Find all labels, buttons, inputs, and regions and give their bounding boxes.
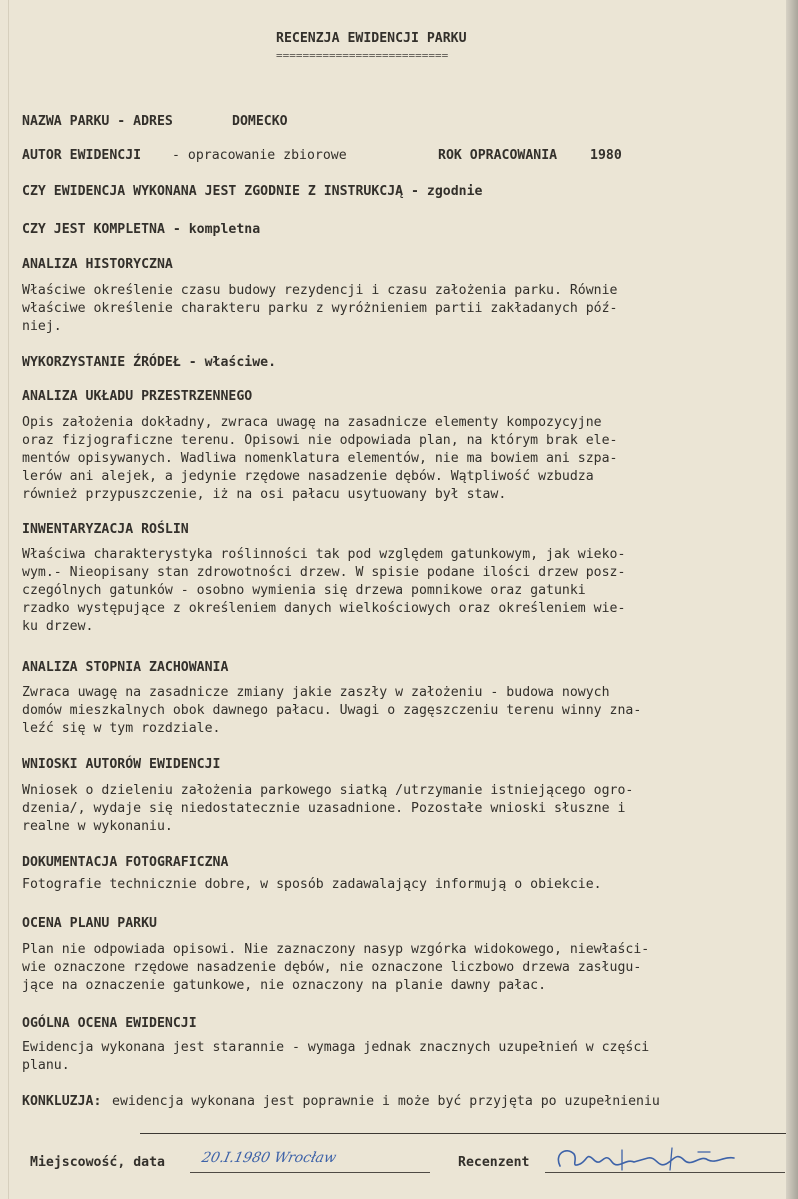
section-text-line: czególnych gatunków - osobno wymienia się drzewa pomnikowe oraz gatunki [22,583,586,598]
section-text-line: leźć się w tym rozdziale. [22,721,221,736]
section-text-line: rzadko występujące z określeniem danych wielkościowych oraz określeniem wie- [22,601,626,616]
conclusion-label: KONKLUZJA: [22,1094,102,1109]
conclusion-text: ewidencja wykonana jest poprawnie i może być przyjęta po uzupełnieniu [112,1094,660,1109]
section-text-line: ku drzew. [22,619,94,634]
section-text-line: Właściwa charakterystyka roślinności tak pod względem gatunkowym, jak wieko- [22,547,626,562]
year-label: ROK OPRACOWANIA [438,148,558,163]
section-text-line: planu. [22,1058,70,1073]
section-text-line: właściwe określenie charakteru parku z wyróżnieniem partii zakładanych póź- [22,301,618,316]
section-text-line: również przypuszczenie, iż na osi pałacu usytuowany był staw. [22,487,507,502]
section-heading: ANALIZA UKŁADU PRZESTRZENNEGO [22,389,253,404]
section-text-line: lerów ani alejek, a jedynie rzędowe nasadzenie dębów. Wątpliwość wzbudza [22,469,594,484]
place-date-line [190,1172,430,1173]
section-heading: OGÓLNA OCENA EWIDENCJI [22,1016,197,1031]
section-heading: ANALIZA STOPNIA ZACHOWANIA [22,660,229,675]
section-heading: WYKORZYSTANIE ŹRÓDEŁ - właściwe. [22,355,277,370]
section-text-line: Wniosek o dzieleniu założenia parkowego siatką /utrzymanie istniejącego ogro- [22,783,634,798]
author-value: - opracowanie zbiorowe [172,148,347,163]
section-text-line: wie oznaczone rzędowe nasadzenie dębów, nie oznaczone liczbowo drzewa zasługu- [22,960,642,975]
section-text-line: oraz fizjograficzne terenu. Opisowi nie odpowiada plan, na którym brak ele- [22,433,618,448]
section-heading: INWENTARYZACJA ROŚLIN [22,522,189,537]
conclusion-rule [140,1133,786,1134]
section-text-line: dzenia/, wydaje się niedostatecznie uzasadnione. Pozostałe wnioski słuszne i [22,801,626,816]
section-text-line: Plan nie odpowiada opisowi. Nie zaznaczony nasyp wzgórka widokowego, niewłaści- [22,942,650,957]
compliance-line: CZY EWIDENCJA WYKONANA JEST ZGODNIE Z INSTRUKCJĄ - zgodnie [22,184,483,199]
document-title: RECENZJA EWIDENCJI PARKU [276,31,467,46]
page-margin-line [8,0,9,1199]
author-label: AUTOR EWIDENCJI [22,148,142,163]
section-text-line: Właściwe określenie czasu budowy rezydencji i czasu założenia parku. Równie [22,283,618,298]
place-date-value: 20.I.1980 Wrocław [200,1150,338,1166]
reviewer-label: Recenzent [458,1155,530,1170]
park-name-label: NAZWA PARKU - ADRES [22,114,173,129]
section-text-line: domów mieszkalnych obok dawnego pałacu. Uwagi o zagęszczeniu terenu winny zna- [22,703,642,718]
section-text-line: jące na oznaczenie gatunkowe, nie oznaczony na planie dawny pałac. [22,978,547,993]
section-text-line: mentów opisywanych. Wadliwa nomenklatura elementów, nie ma bowiem ani szpa- [22,451,618,466]
section-text-line: Opis założenia dokładny, zwraca uwagę na zasadnicze elementy kompozycyjne [22,415,602,430]
section-heading: OCENA PLANU PARKU [22,916,157,931]
place-date-label: Miejscowość, data [30,1155,165,1170]
section-text-line: Zwraca uwagę na zasadnicze zmiany jakie zaszły w założeniu - budowa nowych [22,685,610,700]
year-value: 1980 [590,148,622,163]
page-edge-shadow [786,0,798,1199]
reviewer-signature [552,1140,742,1176]
section-text-line: Ewidencja wykonana jest starannie - wymaga jednak znacznych uzupełnień w części [22,1040,650,1055]
section-heading: WNIOSKI AUTORÓW EWIDENCJI [22,757,221,772]
complete-line: CZY JEST KOMPLETNA - kompletna [22,222,261,237]
section-text-line: niej. [22,319,62,334]
section-heading: ANALIZA HISTORYCZNA [22,257,173,272]
title-underline: ========================== [276,49,449,62]
section-text-line: Fotografie technicznie dobre, w sposób zadawalający informują o obiekcie. [22,877,602,892]
section-text-line: wym.- Nieopisany stan zdrowotności drzew. W spisie podane ilości drzew posz- [22,565,626,580]
section-heading: DOKUMENTACJA FOTOGRAFICZNA [22,855,229,870]
park-name-value: DOMECKO [232,114,288,129]
section-text-line: realne w wykonaniu. [22,819,173,834]
